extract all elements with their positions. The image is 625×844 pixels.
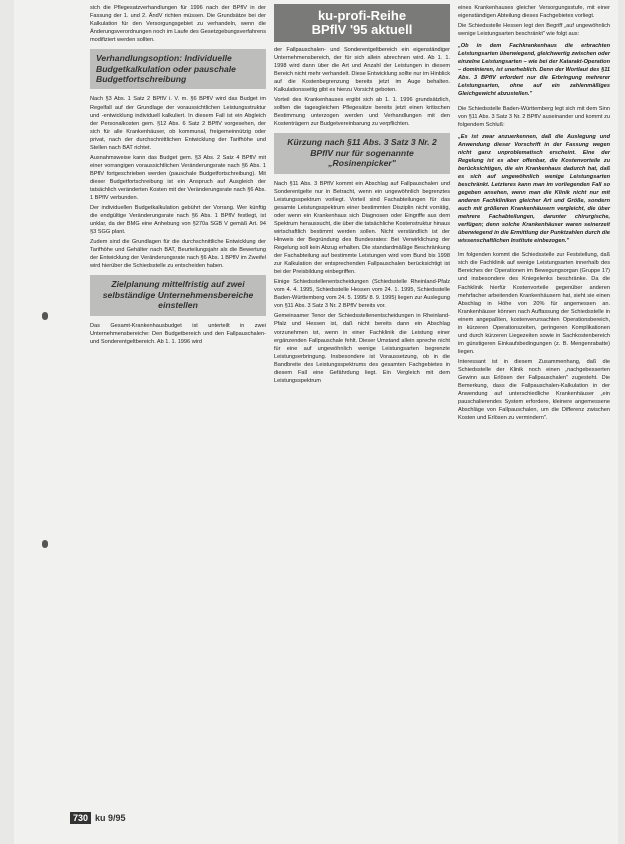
paragraph: Einige Schiedsstellenentscheidungen (Schiedsstelle Rheinland-Pfalz vom 4. 4. 1995, Schiedsstelle Hessen vom 24. 1. 1995, Schiedsstelle Baden-Württemberg vom 24. 5. 1995/ 8. 9. 1995) liegen zur Auslegung von §11 Abs. 3 Satz 3 Nr. 2 BPflV bereits vor.: [274, 279, 450, 310]
paragraph: Die Schiedsstelle Baden-Württemberg legt sich mit dem Sinn von §11 Abs. 3 Satz 3 Nr. 2 BPflV auseinander und kommt zu folgendem Schluß:: [458, 105, 610, 128]
paragraph: eines Krankenhauses gleicher Versorgungsstufe, mit einer eigenständigen Abteilung dieses Fachgebietes vorliegt.: [458, 5, 610, 20]
column-1: [90, 4, 266, 348]
paragraph: Die Schiedsstelle Hessen legt den Begriff „auf ungewöhnlich wenige Leistungsarten beschränkt" wie folgt aus:: [458, 23, 610, 38]
binder-hole: [42, 312, 48, 320]
paragraph: sich die Pflegesatzverhandlungen für 1996 nach der BPflV in der Fassung der 1. und 2. ÄndV richten müssen. Die Grundsätze bei der Kalkulation für den Versorgungsgebiet zu verhandeln, wenn die Änderungsverordnungen noch im Laufe des Gesetzgebungsverfahrens modifiziert werden sollten.: [90, 5, 267, 44]
paragraph: Nach §3 Abs. 1 Satz 2 BPflV i. V. m. §6 BPflV wird das Budget im Regelfall auf der Grundlage der voraussichtlichen Leistungsstruktur und -entwicklung individuell kalkuliert. In diesem Fall ist ein Abgleich der Personalkosten gem. §12 Abs. 6 Satz 2 BPflV vorgesehen, der sich für alle Krankenhäuser, ob kommunal, freigemeinnützig oder privat, nach der durchschnittlichen Entwicklung der Tarifhöhe und Stellen nach BAT richtet.: [90, 96, 266, 151]
subheading-kuerzung: Kürzung nach §11 Abs. 3 Satz 3 Nr. 2 BPflV nur für sogenannte „Rosinenpicker": [274, 133, 450, 173]
quote: „Ob in dem Fachkrankenhaus die erbrachten Leistungsarten überwiegend, gleichwertig zwischen oder einzelne Leistungsarten – wie bei der Katarakt-Operation – dominieren, ist unerheblich. Denn der Wortlaut des §11 Abs. 3 BPflV erfordert nur die Erbringung mehrerer Leistungsarten, ohne auf ein zahlenmäßiges Gleichgewicht abzustellen.": [458, 43, 610, 98]
column-2: [274, 4, 450, 387]
subheading-verhandlungsoption: Verhandlungsoption: Individuelle Budgetkalkulation oder pauschale Budgetfortschreibung: [90, 49, 266, 89]
series-title: ku-profi-Reihe: [317, 8, 407, 23]
paragraph: der Fallpauschalen- und Sonderentgeltbereich ein eigenständiger Unternehmensbereich, der für sich allein abrechnen wird. Ab 1. 1. 1998 wird dann über die Art und Anzahl der Leistungen in diesem Bereich nicht mehr verhandelt. Diese Entwicklung sollte nur im Hinblick auf die Kostenbegrenzung bereits jetzt im Auge behalten. Kalkulationsseitig gibt es hierzu Vorsicht geboten.: [274, 47, 450, 94]
column-3: [458, 4, 625, 424]
paragraph: Interessant ist in diesem Zusammenhang, daß die Schiedsstelle der Klinik noch einen „nachgebesserten Gewinn aus Erlösen der Fallpauschalen" zugesteht. Die Bemerkung, dass die Fallpauschalen-Kalkulation in der Anwendung auf unterschiedliche Krankenhäuser „ein pauschalierendes System erfordere, kleinere angemessene Abschläge von Fallpauschalen, um die Differenz zwischen Kosten und Erlösen zu vermindern".: [458, 358, 610, 422]
paragraph: Nach §11 Abs. 3 BPflV kommt ein Abschlag auf Fallpauschalen und Sonderentgelte nur in Betracht, wenn ein ungewöhnlich begrenztes Leistungsspektrum vorliegt. Vorteil sind Fachabteilungen für das gesamte Leistungsspektrum einer bestimmten Disziplin nicht vorrätig, oder wenn ein Krankenhaus sich Diagnosen oder Eingriffe aus dem Spektrum heraussucht, die über die tatsächliche Kostenstruktur hinaus wirtschaftlich bestimmt werden sollen. Nicht verständlich ist der Hinweis der Begründung des Bundesrates: Bei Verwirklichung der Regelung soll kein Abzug erhalten. Die standardmäßige Beschränkung der Fachabteilung auf bestimmte Leistungen wird vom Bund bis 1998 zur Kalkulation der entsprechenden Fallpauschalen berücksichtigt ist bei der Preisbildung einbegriffen.: [274, 180, 450, 276]
paragraph: Ausnahmsweise kann das Budget gem. §3 Abs. 2 Satz 4 BPflV mit einer vorrangigen voraussichtlichen Veränderungsrate nach §6 Abs. 1 BPflV fortgeschrieben werden (pauschale Budgetfortschreibung). Mit dieser Budgetfortschreibung ist ein Anspruch auf Ausgleich der tatsächlich veränderten Kosten mit der Veränderungsrate nach §6 Abs. 1 BPflV verbunden.: [90, 154, 266, 202]
paragraph: Vorteil des Krankenhauses ergibt sich ab 1. 1. 1996 grundsätzlich, sollten die tagesgleichen Pflegesätze bereits jetzt einen kritischen Bestimmung unterzogen werden und Verhandlungen mit den Kostenträgern zur Budgetvereinbarung zu verpflichten.: [274, 97, 450, 128]
paragraph: Der individuellen Budgetkalkulation gebührt der Vorrang. Wer künftig die endgültige Veränderungsrate nach §6 Abs. 1 BPflV festlegt, ist unklar, da der BMG eine Anhebung von §270a SGB V gemäß Art. 94 §3 SGG plant.: [90, 205, 266, 236]
paragraph: Das Gesamt-Krankenhausbudget ist unterteilt in zwei Unternehmensbereiche: Den Budgetbereich und den Fallpauschalen- und Sonderentgeltbereich. Ab 1. 1. 1996 wird: [90, 322, 266, 345]
paragraph: Im folgenden kommt die Schiedsstelle zur Feststellung, daß sich die Fachklinik auf wenige Leistungsarten innerhalb des Bereiches der Operationen im Bewegungsorgan (Gruppe 17) und insbesondere des Kniegelenks beschränke. Da die Fachklinik hierfür Kostenvorteile gegenüber anderen mehrfacher arbeitenden Krankenhäusern hat, sieht sie einen Abschlag in Höhe von 20% für angemessen an. Krankenhäuser können nach Auffassung der Schiedsstelle in einem angepaßten, kostenverursachten Operationsbereich, in kürzeren Operationszeiten, geringeren Komplikationen und durch kürzeren Liegezeiten sowie in Sachkostenbereich im günstigeren Einkaufsbedingungen (z. B. Mengenrabatte) liegen.: [458, 252, 610, 355]
magazine-page: [14, 0, 618, 844]
series-header-box: [274, 4, 450, 42]
page-number: 730: [70, 812, 91, 824]
quote: „Es ist zwar anzuerkennen, daß die Auslegung und Anwendung dieser Vorschrift in der Fassung wegen nicht ganz unproblematisch erscheint. Eine der Regelung ist es aber offenbar, die Kostenvorteile zu berücksichtigen, die ein Krankenhaus dadurch hat, daß es sich auf ungewöhnlich wenige Leistungsarten beschränkt. Letzteres kann man im vorliegenden Fall so gegeben ansehen, wenn man die Klinik nicht nur mit anderen Fachkliniken gleicher Art und Größe, sondern auch mit größeren Krankenhäusern vergleicht, die über mehrere Fachabteilungen, darunter chirurgische, verfügen; denn solche Krankenhäuser waren seinerzeit überwiegend in die Ermittlung der Punktzahlen durch die wissenschaftlichen Institute einbezogen.": [458, 133, 610, 245]
paragraph: Gemeinsamer Tenor der Schiedsstellenentscheidungen in Rheinland-Pfalz und Hessen ist, daß nicht bereits dann ein Abschlag vorzunehmen ist, wenn in einer Fachklinik die Leistung einer ergänzenden Fallpauschale fehlt. Dieser Umstand allein spreche nicht für eine auf ungewöhnlich wenige Leistungsarten begrenzte Leistungserbringung. Insbesondere ist Voraussetzung, ob in die Bandbreite des Leistungsspektrums des gesamten Fachgebietes in diesem Fall eine Gefährdung liegt. Ein Vergleich mit dem Leistungsspektrum: [274, 313, 450, 384]
binder-hole: [42, 540, 48, 548]
series-subtitle: BPflV '95 aktuell: [311, 22, 413, 37]
page-footer: [70, 812, 126, 824]
issue-label: ku 9/95: [95, 813, 126, 823]
paragraph: Zudem sind die Grundlagen für die durchschnittliche Entwicklung der Tarifhöhe und Gehälter nach BAT, Beurteilungsjahr als die Bewertung der Entwicklung der Veränderungsrate nach §6 Abs. 1 BPflV im Zweifel wird hierüber die Schiedsstelle zu entscheiden haben.: [90, 239, 266, 270]
subheading-zielplanung: Zielplanung mittelfristig auf zwei selbständige Unternehmensbereiche einstellen: [90, 275, 266, 315]
